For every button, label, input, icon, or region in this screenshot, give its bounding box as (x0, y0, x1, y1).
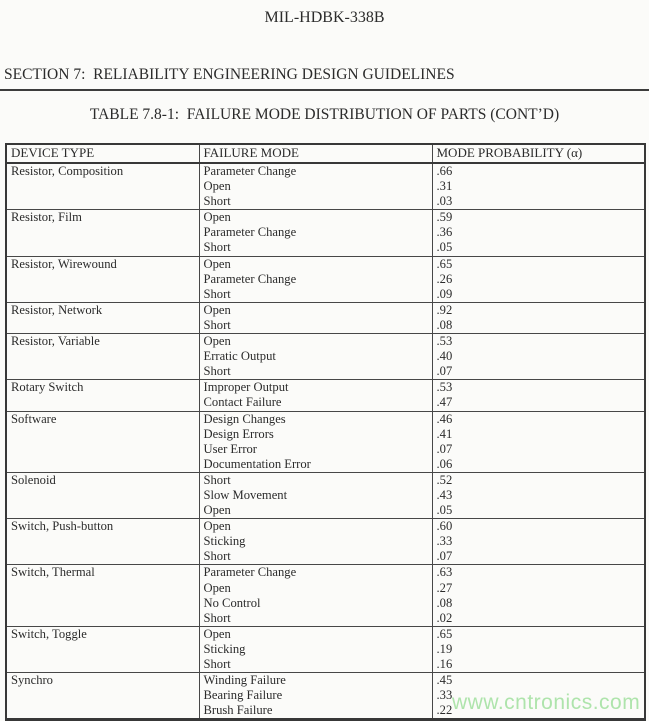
mode-probability-cell (432, 334, 645, 380)
failure-mode-line: Parameter Change (203, 565, 297, 580)
failure-mode-line: Design Changes (203, 411, 286, 426)
mode-probability-line: .02 (436, 610, 453, 625)
failure-mode-cell (199, 472, 432, 518)
device-type-cell: Switch, Toggle (6, 626, 199, 672)
table-row (6, 380, 645, 411)
table-row (6, 565, 645, 626)
device-type-cell: Resistor, Composition (6, 163, 199, 210)
failure-mode-line: Open (203, 626, 231, 641)
failure-mode-line: Open (203, 302, 231, 317)
mode-probability-line: .08 (436, 317, 453, 332)
failure-mode-line: Short (203, 194, 231, 209)
mode-probability-line: .07 (436, 549, 453, 564)
failure-mode-line: Parameter Change (203, 271, 297, 286)
mode-probability-cell (432, 256, 645, 302)
table-body (6, 163, 645, 720)
failure-mode-cell (199, 163, 432, 210)
mode-probability-line: .45 (436, 673, 453, 688)
failure-mode-line: Parameter Change (203, 164, 297, 178)
mode-probability-line: .53 (436, 334, 453, 349)
failure-mode-line: Sticking (203, 641, 246, 656)
mode-probability-cell (432, 565, 645, 626)
mode-probability-line: .33 (436, 534, 453, 549)
mode-probability-line: .65 (436, 626, 453, 641)
failure-mode-cell (199, 210, 432, 256)
mode-probability-line: .05 (436, 503, 453, 518)
failure-mode-cell (199, 411, 432, 472)
failure-mode-cell (199, 519, 432, 565)
table-header-row (6, 144, 645, 163)
column-header: DEVICE TYPE (6, 144, 199, 163)
column-header: MODE PROBABILITY (α) (432, 144, 645, 163)
device-type-cell: Synchro (6, 673, 199, 720)
failure-mode-line: Short (203, 657, 231, 671)
mode-probability-cell (432, 380, 645, 411)
device-type-cell: Switch, Push-button (6, 519, 199, 565)
failure-mode-cell (199, 302, 432, 333)
device-type-cell: Resistor, Network (6, 302, 199, 333)
failure-mode-line: Parameter Change (203, 225, 297, 240)
mode-probability-line: .27 (436, 580, 453, 595)
failure-mode-line: No Control (203, 595, 261, 610)
table-row (6, 472, 645, 518)
section-rule (0, 89, 649, 91)
mode-probability-line: .59 (436, 210, 453, 225)
mode-probability-line: .09 (436, 286, 453, 301)
mode-probability-line: .19 (436, 641, 453, 656)
mode-probability-line: .06 (436, 456, 453, 471)
failure-mode-line: User Error (203, 441, 257, 456)
failure-mode-line: Open (203, 519, 231, 534)
failure-mode-line: Short (203, 317, 231, 332)
mode-probability-line: .92 (436, 302, 453, 317)
mode-probability-line: .07 (436, 364, 453, 379)
mode-probability-line: .22 (436, 703, 453, 718)
mode-probability-line: .53 (436, 380, 453, 395)
mode-probability-line: .33 (436, 688, 453, 703)
failure-mode-line: Short (203, 286, 231, 301)
column-header: FAILURE MODE (199, 144, 432, 163)
mode-probability-line: .47 (436, 395, 453, 410)
table-row (6, 411, 645, 472)
device-type-cell: Resistor, Wirewound (6, 256, 199, 302)
failure-mode-cell (199, 256, 432, 302)
table-row (6, 519, 645, 565)
failure-mode-line: Open (203, 210, 231, 225)
device-type-cell: Rotary Switch (6, 380, 199, 411)
failure-mode-cell (199, 673, 432, 720)
doc-title: MIL-HDBK-338B (264, 9, 385, 26)
mode-probability-line: .43 (436, 487, 453, 502)
mode-probability-cell (432, 472, 645, 518)
failure-mode-cell (199, 626, 432, 672)
table-row (6, 302, 645, 333)
failure-mode-line: Open (203, 503, 231, 518)
device-type-cell: Software (6, 411, 199, 472)
failure-mode-line: Short (203, 472, 231, 487)
mode-probability-line: .07 (436, 441, 453, 456)
mode-probability-line: .41 (436, 426, 453, 441)
mode-probability-cell (432, 626, 645, 672)
failure-mode-line: Open (203, 334, 231, 349)
table-row (6, 163, 645, 210)
failure-mode-line: Design Errors (203, 426, 274, 441)
mode-probability-cell (432, 163, 645, 210)
failure-mode-line: Erratic Output (203, 349, 276, 364)
table-row (6, 334, 645, 380)
mode-probability-line: .66 (436, 164, 453, 178)
mode-probability-line: .40 (436, 349, 453, 364)
failure-mode-line: Bearing Failure (203, 688, 283, 703)
device-type-cell: Solenoid (6, 472, 199, 518)
parts-table (5, 143, 646, 721)
mode-probability-line: .65 (436, 256, 453, 271)
failure-mode-line: Slow Movement (203, 487, 288, 502)
failure-mode-line: Documentation Error (203, 456, 311, 471)
failure-mode-line: Short (203, 364, 231, 379)
failure-mode-cell (199, 380, 432, 411)
table-title: TABLE 7.8-1: FAILURE MODE DISTRIBUTION OF PARTS (CONT’D) (89, 106, 560, 123)
mode-probability-cell (432, 519, 645, 565)
mode-probability-line: .16 (436, 657, 453, 671)
table-row (6, 210, 645, 256)
section-heading: SECTION 7: RELIABILITY ENGINEERING DESIGN GUIDELINES (4, 66, 455, 83)
watermark: www.cntronics.com (452, 691, 641, 714)
mode-probability-line: .03 (436, 194, 453, 209)
failure-mode-line: Short (203, 549, 231, 564)
device-type-cell: Switch, Thermal (6, 565, 199, 626)
failure-mode-line: Sticking (203, 534, 246, 549)
device-type-cell: Resistor, Film (6, 210, 199, 256)
failure-mode-cell (199, 565, 432, 626)
failure-mode-line: Brush Failure (203, 703, 273, 718)
failure-mode-cell (199, 334, 432, 380)
failure-mode-line: Open (203, 256, 231, 271)
failure-mode-line: Improper Output (203, 380, 289, 395)
mode-probability-line: .26 (436, 271, 453, 286)
failure-mode-line: Winding Failure (203, 673, 286, 688)
device-type-cell: Resistor, Variable (6, 334, 199, 380)
mode-probability-cell (432, 302, 645, 333)
failure-mode-line: Contact Failure (203, 395, 282, 410)
mode-probability-line: .52 (436, 472, 453, 487)
mode-probability-line: .46 (436, 411, 453, 426)
mode-probability-line: .05 (436, 240, 453, 255)
failure-mode-line: Open (203, 179, 231, 194)
mode-probability-cell (432, 210, 645, 256)
mode-probability-line: .60 (436, 519, 453, 534)
mode-probability-line: .31 (436, 179, 453, 194)
mode-probability-cell (432, 411, 645, 472)
failure-mode-line: Open (203, 580, 231, 595)
table-row (6, 256, 645, 302)
failure-mode-line: Short (203, 240, 231, 255)
mode-probability-line: .08 (436, 595, 453, 610)
table-row (6, 626, 645, 672)
mode-probability-line: .63 (436, 565, 453, 580)
failure-mode-line: Short (203, 610, 231, 625)
mode-probability-line: .36 (436, 225, 453, 240)
